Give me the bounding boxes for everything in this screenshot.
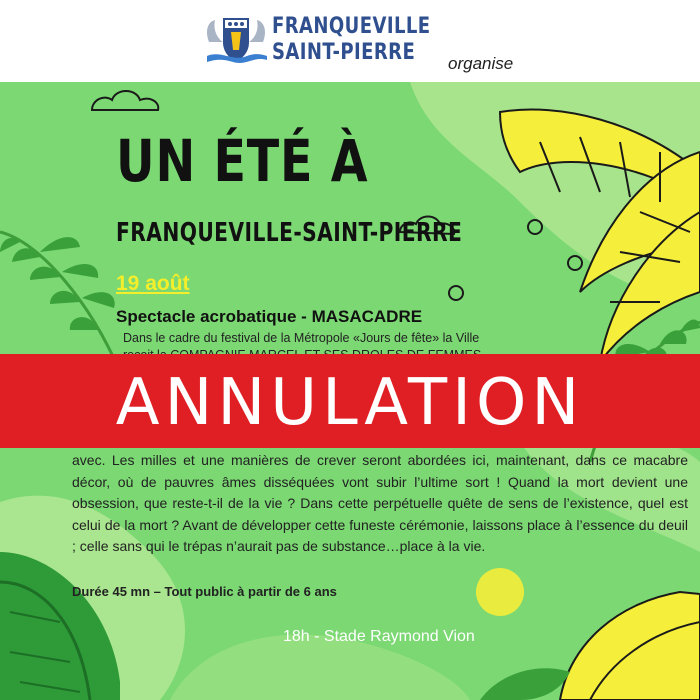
event-date: 19 août xyxy=(116,272,190,295)
show-description-line1: Dans le cadre du festival de la Métropole «Jours de fête» la Ville xyxy=(123,331,480,345)
show-title: Spectacle acrobatique - MASACADRE xyxy=(116,307,423,326)
show-description-body: avec. Les milles et une manières de crever seront abordées ici, maintenant, dans ce macabre décor, où de pauvres âmes disséquées vont subir l’ultime sort ! Quand la mort devient une obsession, que reste-t-il de la vie ? Dans cette perpétuelle quête de sens de l’existence, quel est celui de la mort ? Avant de développer cette funeste cérémonie, laissons place à l’essence du deuil ; celle sans qui le trépas n’aurait pas de substance…place à la vie. xyxy=(72,452,688,554)
header-bar xyxy=(0,0,700,82)
event-title-line2: FRANQUEVILLE-SAINT-PIERRE xyxy=(116,218,463,248)
organise-label: organise xyxy=(448,54,514,73)
event-title-line1: UN ÉTÉ À xyxy=(116,127,369,195)
cancellation-banner-text: ANNULATION xyxy=(115,366,585,440)
logo-text-franqueville: FRANQUEVILLE xyxy=(272,14,431,39)
city-crest-logo xyxy=(203,12,269,68)
logo-text-saint-pierre: SAINT-PIERRE xyxy=(272,40,416,65)
event-poster xyxy=(0,82,700,700)
show-time-location: 18h - Stade Raymond Vion xyxy=(283,628,475,645)
show-duration: Durée 45 mn – Tout public à partir de 6 ans xyxy=(72,584,337,599)
cancellation-banner xyxy=(0,354,700,448)
